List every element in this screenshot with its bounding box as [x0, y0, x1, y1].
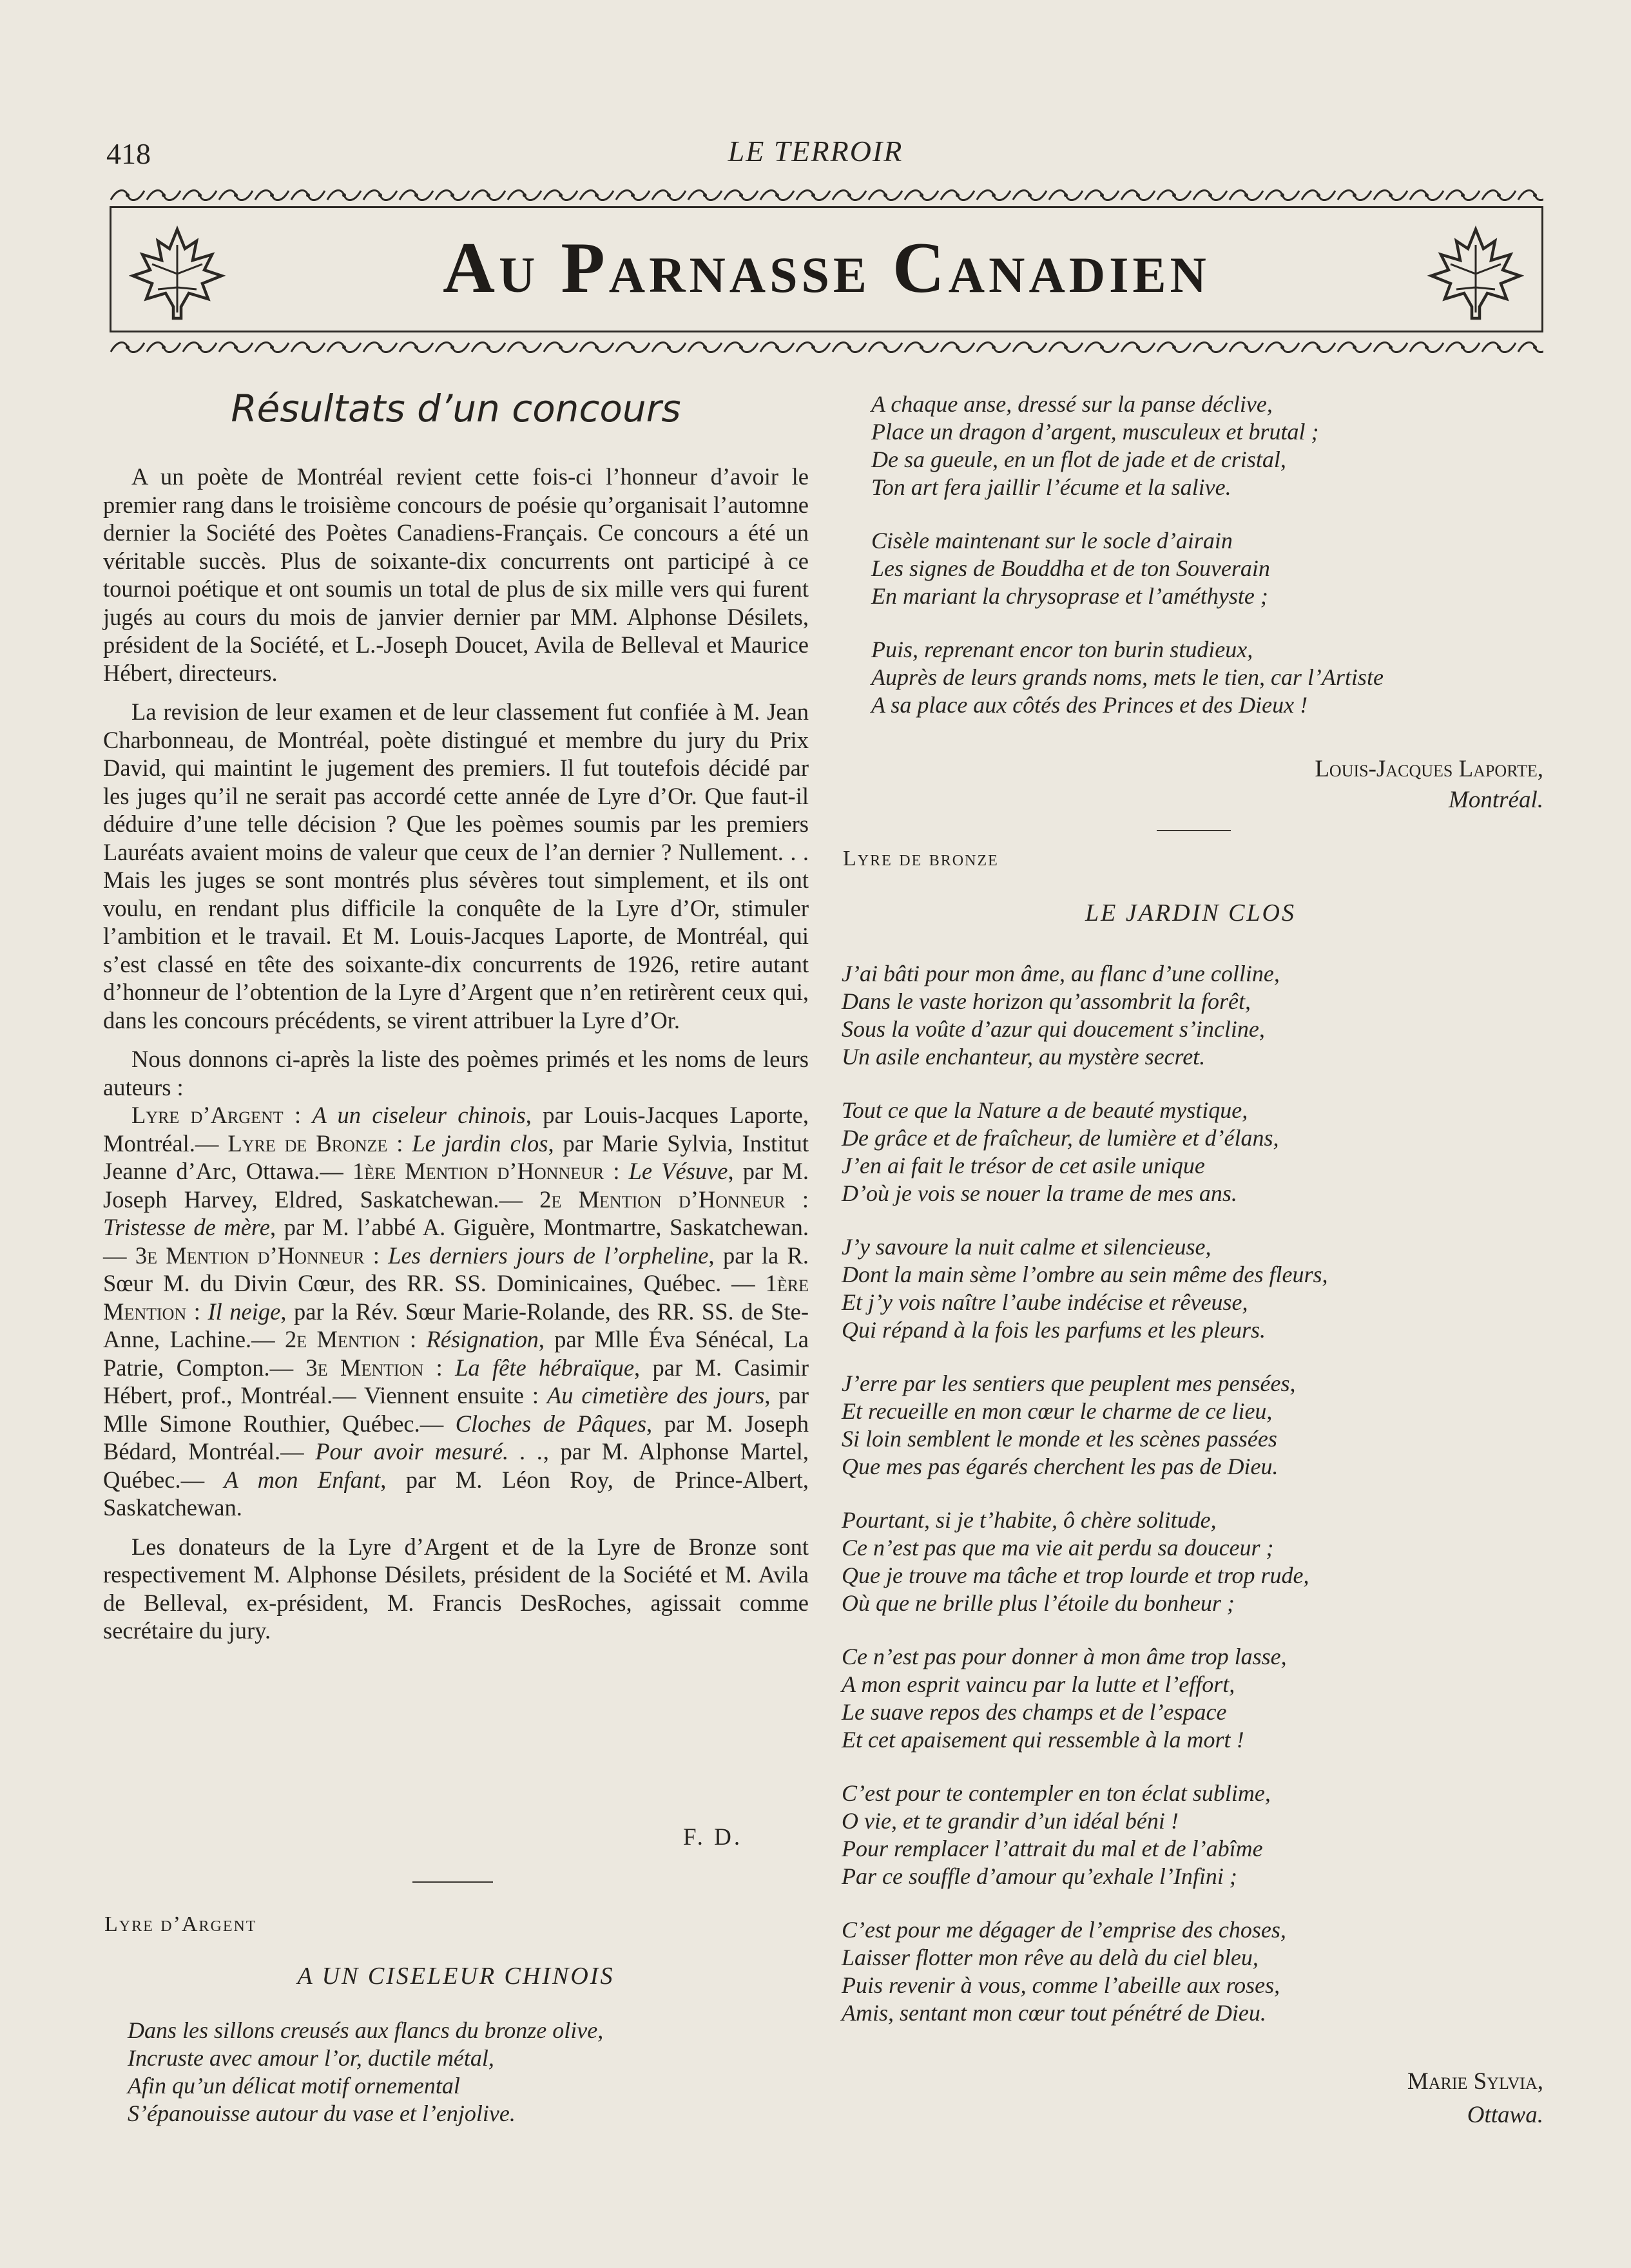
poem-line: Ce n’est pas que ma vie ait perdu sa douceur ;: [842, 1535, 1274, 1561]
award-author: , par Marie Sylvia, Institut Jeanne d’Arc, Ottawa.—: [103, 1129, 809, 1184]
award-title: Tristesse de mère: [103, 1214, 270, 1240]
award-author: , par M. Joseph Bédard, Montréal.—: [103, 1410, 809, 1465]
poem-stanza: [842, 1233, 1328, 1344]
award-title: Cloches de Pâques: [455, 1410, 647, 1437]
poem-stanza: [871, 527, 1384, 610]
article-paragraph: Les donateurs de la Lyre d’Argent et de la Lyre de Bronze sont respectivement M. Alphonse Désilets, président de la Société et M. Avila de Belleval, ex-président, M. Francis DesRoches, agissait comme secrétaire du jury.: [103, 1533, 809, 1644]
poem-line: Que mes pas égarés cherchent les pas de Dieu.: [842, 1454, 1279, 1479]
poem-title: A UN CISELEUR CHINOIS: [297, 1963, 615, 1990]
article-signature: F. D.: [683, 1824, 743, 1850]
poem-line: Dont la main sème l’ombre au sein même des fleurs,: [842, 1262, 1328, 1287]
poem-line: Et recueille en mon cœur le charme de ce lieu,: [842, 1398, 1273, 1424]
award-title: Au cimetière des jours: [546, 1382, 765, 1408]
award-label: 2e Mention d’Honneur: [539, 1186, 786, 1213]
award-author: , par M. Joseph Harvey, Eldred, Saskatchewan.—: [103, 1158, 809, 1213]
section-banner: [110, 187, 1543, 358]
award-label: Lyre d’Argent: [131, 1102, 284, 1128]
award-label: 1ère Mention: [103, 1270, 809, 1325]
poem-line: Puis revenir à vous, comme l’abeille aux roses,: [842, 1972, 1280, 1998]
poem-line: Dans les sillons creusés aux flancs du bronze olive,: [128, 2017, 604, 2043]
poem-line: Tout ce que la Nature a de beauté mystique,: [842, 1097, 1248, 1123]
poem-line: D’où je vois se nouer la trame de mes ans.: [842, 1180, 1237, 1206]
award-author: , par la R. Sœur M. du Divin Cœur, des RR. SS. Dominicaines, Québec. —: [103, 1242, 809, 1296]
award-title: Les derniers jours de l’orpheline: [388, 1242, 709, 1269]
award-title: Il neige: [207, 1298, 281, 1325]
award-section-label: Lyre d’Argent: [104, 1912, 257, 1936]
poem-line: Dans le vaste horizon qu’assombrit la forêt,: [842, 988, 1251, 1014]
award-author: , par Mlle Éva Sénécal, La Patrie, Compton.—: [103, 1326, 809, 1381]
poem-line: C’est pour me dégager de l’emprise des choses,: [842, 1917, 1286, 1943]
award-title: A un ciseleur chinois: [312, 1102, 526, 1128]
poem-stanza: [842, 1370, 1328, 1481]
award-label: 3e Mention: [305, 1354, 424, 1381]
poem-signature: [838, 754, 1543, 816]
award-author: , par M. Léon Roy, de Prince-Albert, Saskatchewan.: [103, 1466, 809, 1521]
poem-line: J’y savoure la nuit calme et silencieuse,: [842, 1234, 1211, 1260]
poem-line: Par ce souffle d’amour qu’exhale l’Infini ;: [842, 1863, 1237, 1889]
poem-author-name: Louis-Jacques Laporte,: [1315, 756, 1543, 782]
poem-line: Et cet apaisement qui ressemble à la mort !: [842, 1727, 1244, 1753]
poem-line: Si loin semblent le monde et les scènes passées: [842, 1426, 1277, 1452]
poem-stanza: [871, 636, 1384, 719]
poem-line: De grâce et de fraîcheur, de lumière et d’élans,: [842, 1125, 1279, 1151]
poem-stanza: [128, 2017, 603, 2128]
poem-line: Les signes de Bouddha et de ton Souverain: [871, 555, 1270, 581]
award-label: Lyre de Bronze: [227, 1129, 388, 1157]
poem-line: Amis, sentant mon cœur tout pénétré de Dieu.: [842, 2000, 1266, 2026]
award-label: 2e Mention: [285, 1326, 400, 1352]
poem-stanza: [871, 390, 1384, 501]
award-author: , par M. Casimir Hébert, prof., Montréal.— Viennent ensuite :: [103, 1354, 809, 1408]
award-author: , par M. l’abbé A. Giguère, Montmartre, Saskatchewan.—: [103, 1214, 809, 1269]
award-title: La fête hébraïque: [455, 1354, 635, 1381]
article-title: Résultats d’un concours: [231, 387, 681, 430]
poem-line: Incruste avec amour l’or, ductile métal,: [128, 2045, 494, 2071]
article-paragraph: Nous donnons ci-après la liste des poèmes primés et les noms de leurs auteurs :: [103, 1046, 809, 1100]
separator-rule: [412, 1881, 493, 1883]
poem-line: Sous la voûte d’azur qui doucement s’incline,: [842, 1016, 1265, 1042]
poem-author: [838, 2065, 1543, 2099]
section-title: Au Parnasse Canadien: [443, 228, 1210, 308]
poem-line: J’en ai fait le trésor de cet asile unique: [842, 1153, 1205, 1178]
running-title: LE TERROIR: [728, 135, 903, 168]
poem-line: Auprès de leurs grands noms, mets le tien, car l’Artiste: [871, 664, 1384, 690]
awards-list: Lyre d’Argent : A un ciseleur chinois, par Louis-Jacques Laporte, Montréal.— Lyre de Bronze : Le jardin clos, par Marie Sylvia, Institut Jeanne d’Arc, Ottawa.— 1ère Mention d’Honneur : Le Vésuve, par M. Joseph Harvey, Eldred, Saskatchewan.— 2e Mention d’Honneur : Tristesse de mère, par M. l’abbé A. Giguère, Montmartre, Saskatchewan.— 3e Mention d’Honneur : Les derniers jours de l’orpheline, par la R. Sœur M. du Divin Cœur, des RR. SS. Dominicaines, Québec. — 1ère Mention : Il neige, par la Rév. Sœur Marie-Rolande, des RR. SS. de Ste-Anne, Lachine.— 2e Mention : Résignation, par Mlle Éva Sénécal, La Patrie, Compton.— 3e Mention : La fête hébraïque, par M. Casimir Hébert, prof., Montréal.— Viennent ensuite : Au cimetière des jours, par Mlle Simone Routhier, Québec.— Cloches de Pâques, par M. Joseph Bédard, Montréal.— Pour avoir mesuré. . ., par M. Alphonse Martel, Québec.— A mon Enfant, par M. Léon Roy, de Prince-Albert, Saskatchewan.: [103, 1102, 809, 1521]
poem-line: Où que ne brille plus l’étoile du bonheur ;: [842, 1590, 1235, 1616]
poem-line: Et j’y vois naître l’aube indécise et rêveuse,: [842, 1289, 1248, 1315]
poem-signature: [838, 2065, 1543, 2132]
poem-author: [838, 754, 1543, 785]
award-title: Pour avoir mesuré. . .: [315, 1438, 543, 1465]
poem-stanza: [842, 1097, 1328, 1207]
poem-line: Pourtant, si je t’habite, ô chère solitude,: [842, 1507, 1217, 1533]
award-title: Résignation: [426, 1326, 539, 1352]
poem-line: Un asile enchanteur, au mystère secret.: [842, 1044, 1206, 1070]
award-label: 1ère Mention d’Honneur: [352, 1158, 604, 1184]
poem-line: Puis, reprenant encor ton burin studieux,: [871, 637, 1253, 662]
poem-body: [842, 960, 1328, 2053]
award-author: , par Louis-Jacques Laporte, Montréal.—: [103, 1102, 809, 1157]
poem-line: Ce n’est pas pour donner à mon âme trop lasse,: [842, 1644, 1287, 1669]
poem-stanza: [842, 1780, 1328, 1890]
poem-line: Qui répand à la fois les parfums et les pleurs.: [842, 1317, 1266, 1343]
poem-line: Cisèle maintenant sur le socle d’airain: [871, 528, 1233, 553]
award-author: , par M. Alphonse Martel, Québec.—: [103, 1438, 809, 1493]
award-title: Le jardin clos: [412, 1129, 548, 1157]
ornament-border-top: [110, 187, 1543, 204]
poem-line: Pour remplacer l’attrait du mal et de l’abîme: [842, 1836, 1263, 1861]
separator-rule: [1157, 830, 1231, 831]
award-label: 3e Mention d’Honneur: [135, 1242, 365, 1269]
ornament-border-bottom: [110, 339, 1543, 356]
poem-continuation: [871, 390, 1384, 745]
award-section-label: Lyre de bronze: [843, 847, 999, 870]
poem-line: Que je trouve ma tâche et trop lourde et trop rude,: [842, 1562, 1309, 1588]
poem-author-place: Ottawa.: [1467, 2102, 1543, 2128]
poem-line: Afin qu’un délicat motif ornemental: [128, 2073, 460, 2099]
poem-line: S’épanouisse autour du vase et l’enjolive.: [128, 2100, 516, 2126]
poem-stanza: [842, 1506, 1328, 1617]
poem-line: O vie, et te grandir d’un idéal béni !: [842, 1808, 1179, 1834]
poem-author-place: Montréal.: [1449, 787, 1543, 813]
poem-stanza: [842, 960, 1328, 1071]
award-author: , par Mlle Simone Routhier, Québec.—: [103, 1382, 809, 1437]
poem-line: C’est pour te contempler en ton éclat sublime,: [842, 1780, 1271, 1806]
award-title: A mon Enfant: [224, 1466, 381, 1493]
poem-line: Place un dragon d’argent, musculeux et brutal ;: [871, 419, 1319, 445]
poem-line: A chaque anse, dressé sur la panse déclive,: [871, 391, 1273, 417]
article-paragraph: A un poète de Montréal revient cette fois-ci l’honneur d’avoir le premier rang dans le troisième concours de poésie qu’organisait l’automne dernier la Société des Poètes Canadiens-Français. Ce concours a été un véritable succès. Plus de soixante-dix concurrents ont participé à ce tournoi poétique et ont soumis un total de plus de six mille vers qui furent jugés au cours du mois de janvier dernier par MM. Alphonse Désilets, président de la Société, et L.-Joseph Doucet, Avila de Belleval et Maurice Hébert, directeurs.: [103, 463, 809, 686]
poem-title: LE JARDIN CLOS: [1085, 899, 1296, 927]
poem-line: A sa place aux côtés des Princes et des Dieux !: [871, 692, 1308, 718]
poem-line: De sa gueule, en un flot de jade et de cristal,: [871, 447, 1286, 472]
poem-line: J’erre par les sentiers que peuplent mes pensées,: [842, 1370, 1296, 1396]
article-paragraph: La revision de leur examen et de leur classement fut confiée à M. Jean Charbonneau, de Montréal, poète distingué et membre du jury du Prix David, qui maintint le jugement des premiers. Il fut toutefois décidé par les juges qu’il ne serait pas accordé cette année de Lyre d’Or. Que faut-il déduire d’une telle décision ? Que les poèmes soumis par les premiers Lauréats avaient moins de valeur que ceux de l’an dernier ? Nullement. . . Mais les juges se sont montrés plus sévères tout simplement, et ils ont voulu, en rendant plus difficile la conquête de la Lyre d’Or, stimuler l’ambition et le travail. Et M. Louis-Jacques Laporte, de Montréal, qui s’est classé en tête des soixante-dix concurrents de 1926, retire autant d’honneur de l’obtention de la Lyre d’Argent que n’en retirèrent ceux qui, dans les concours précédents, se virent attribuer la Lyre d’Or.: [103, 698, 809, 1033]
poem-line: Laisser flotter mon rêve au delà du ciel bleu,: [842, 1945, 1259, 1970]
poem-line: A mon esprit vaincu par la lutte et l’effort,: [842, 1671, 1235, 1697]
poem-stanza: [842, 1916, 1328, 2027]
poem-stanza: [842, 1643, 1328, 1754]
article-body: [103, 463, 809, 1656]
award-author: , par la Rév. Sœur Marie-Rolande, des RR. SS. de Ste-Anne, Lachine.—: [103, 1298, 809, 1352]
poem-line: En mariant la chrysoprase et l’améthyste ;: [871, 583, 1268, 609]
poem-line: Ton art fera jaillir l’écume et la salive.: [871, 474, 1231, 500]
poem-line: J’ai bâti pour mon âme, au flanc d’une colline,: [842, 961, 1280, 986]
page-number: 418: [106, 137, 151, 170]
poem-line: Le suave repos des champs et de l’espace: [842, 1699, 1227, 1725]
maple-leaf-icon: [1427, 226, 1524, 322]
award-title: Le Vésuve: [628, 1158, 728, 1184]
poem-author-name: Marie Sylvia,: [1407, 2068, 1543, 2095]
